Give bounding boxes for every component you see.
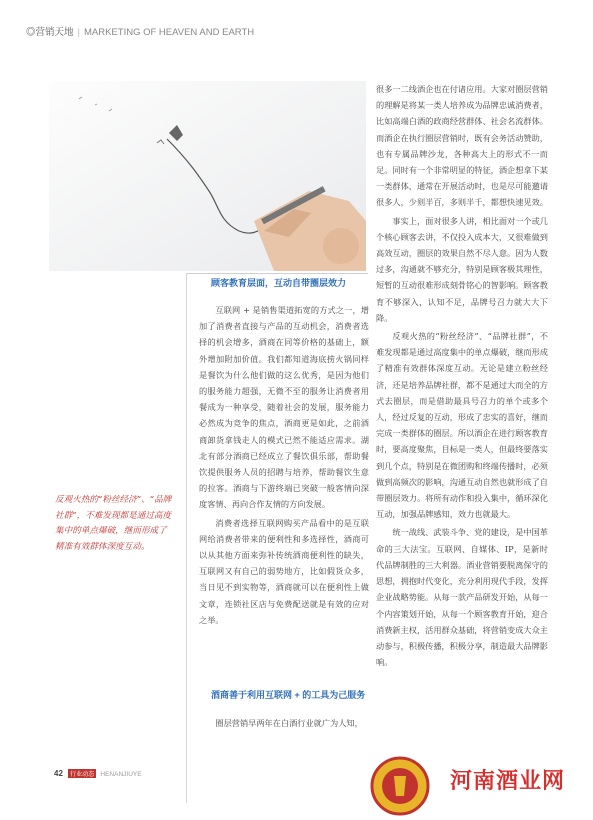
section-title-top: 顾客教育层面，互动自带圈层效力 xyxy=(211,278,347,288)
section-divider-top xyxy=(186,273,368,274)
paragraph: 事实上，面对很多人讲，相比面对一个或几个核心顾客去讲，不仅投入成本大，又很难做到高效互动，圈层的效果自然不尽人意。因为人数过多，沟通就不够充分，特别是顾客极其理性，短暂的互动很难形成刻骨铭心的智影响。顾客教育不够深入，认知不足，品牌号召力就大大下降。 xyxy=(376,215,548,323)
header-subtitle: MARKETING OF HEAVEN AND EARTH xyxy=(83,27,255,38)
pull-quote: 反观火热的“粉丝经济”、“品牌社群”，不难发现都是通过高度集中的单点爆破，继而形成了精准有效群体深度互动。 xyxy=(55,495,172,552)
right-column xyxy=(376,81,548,672)
hand-sketch-illustration xyxy=(49,81,366,271)
hand-drawing-photo xyxy=(49,81,366,271)
page-number: 42 xyxy=(54,769,63,778)
paragraph: 圈层营销早两年在白酒行业就广为人知， xyxy=(215,718,363,728)
association-seal-icon xyxy=(370,756,430,820)
magazine-name: HENANJIUYE xyxy=(100,771,142,778)
paragraph: 互联网 + 是销售渠道拓宽的方式之一，增加了消费者直接与产品的互动机会，消费者选择的机会增多，酒商在同等价格的基础上，额外增加附加价值。我们都知道海底捞火锅同样是餐饮为什么他们做的这么优秀，是因为他们的服务能力超强，无微不至的服务让消费者用餐成为一种享受，随着社会的发展，服务能力必然成为竞争的焦点，酒商更是如此，之前酒商卸货拿钱走人的模式已然不能适应需求。湖北有部分酒商已经成立了餐饮俱乐部，帮助餐饮提供服务人员的招聘与培养，帮助餐饮生意的拉客。酒商与下游终端已突破一般客情向深度客情、再向合作友情的方向发展。 xyxy=(199,305,369,510)
middle-column-tail xyxy=(199,715,369,733)
page-header xyxy=(26,24,286,42)
column-rule xyxy=(186,273,187,803)
header-brand: ◎营销天地 xyxy=(26,27,74,38)
header-divider: | xyxy=(77,27,80,38)
middle-column xyxy=(199,302,369,630)
paragraph: 很多一二线酒企也在付诸应用。大家对圈层营销的理解是将某一类人培养成为品牌忠诚消费者，比如高端白酒的政商经营群体、社会名流群体。而酒企在执行圈层营销时，既有会务活动赞助，也有专属品牌沙龙，各种高大上的形式不一而足。同时有一个非常明显的特征，酒企想拿下某一类群体，通常在开展活动时，也是尽可能邀请很多人，少则半百，多则半千，都想快速见效。 xyxy=(376,84,548,208)
section-tag: 行业动态 xyxy=(68,769,96,778)
paragraph: 统一战线、武装斗争、党的建设，是中国革命的三大法宝。互联网、自媒体、IP，是新时代品牌制胜的三大利器。酒业营销要脱离保守的思想，拥抱时代变化，充分利用现代手段，发挥企业战略势能。从每一款产品研发开始，从每一个内容策划开始，从每一个顾客教育开始，迎合消费新主权，活用群众基础，将营销变成大众主动参与，积极传播，积极分享，制造最大品牌影响。 xyxy=(376,527,548,668)
section-title-middle: 酒商善于利用互联网 + 的工具为己服务 xyxy=(211,690,366,700)
paragraph: 反观火热的“粉丝经济”、“品牌社群”，不难发现都是通过高度集中的单点爆破，继而形成了精准有效群体深度互动。无论是建立粉丝经济，还是培养品牌社群，都不是通过大而全的方式去圈层，而是借助最具号召力的单个或多个人，经过反复的互动，形成了忠实的喜好，继而完成一类群体的圈层。所以酒企在进行顾客教育时，要高度聚焦，目标是一类人，但最终要落实到几个点，特别是在微团购和终端传播时，必须做到高频次的影响，沟通互动自然也就形成了自带圈层效力。将所有动作和投入集中，循环深化互动，加强品牌感知，效力也就最大。 xyxy=(376,331,548,520)
watermark-text: 河南酒业网 xyxy=(450,769,566,794)
page-footer xyxy=(54,769,142,778)
paragraph: 消费者选择互联网购买产品看中的是互联网给消费者带来的便利性和多选择性，酒商可以从其他方面来弥补传统酒商便利性的缺失，互联网又有自己的弱势地方，比如假货众多，当日见不到实物等，酒商就可以在便利性上做文章，连锁社区店与免费配送就是有效的应对之举。 xyxy=(199,517,369,625)
